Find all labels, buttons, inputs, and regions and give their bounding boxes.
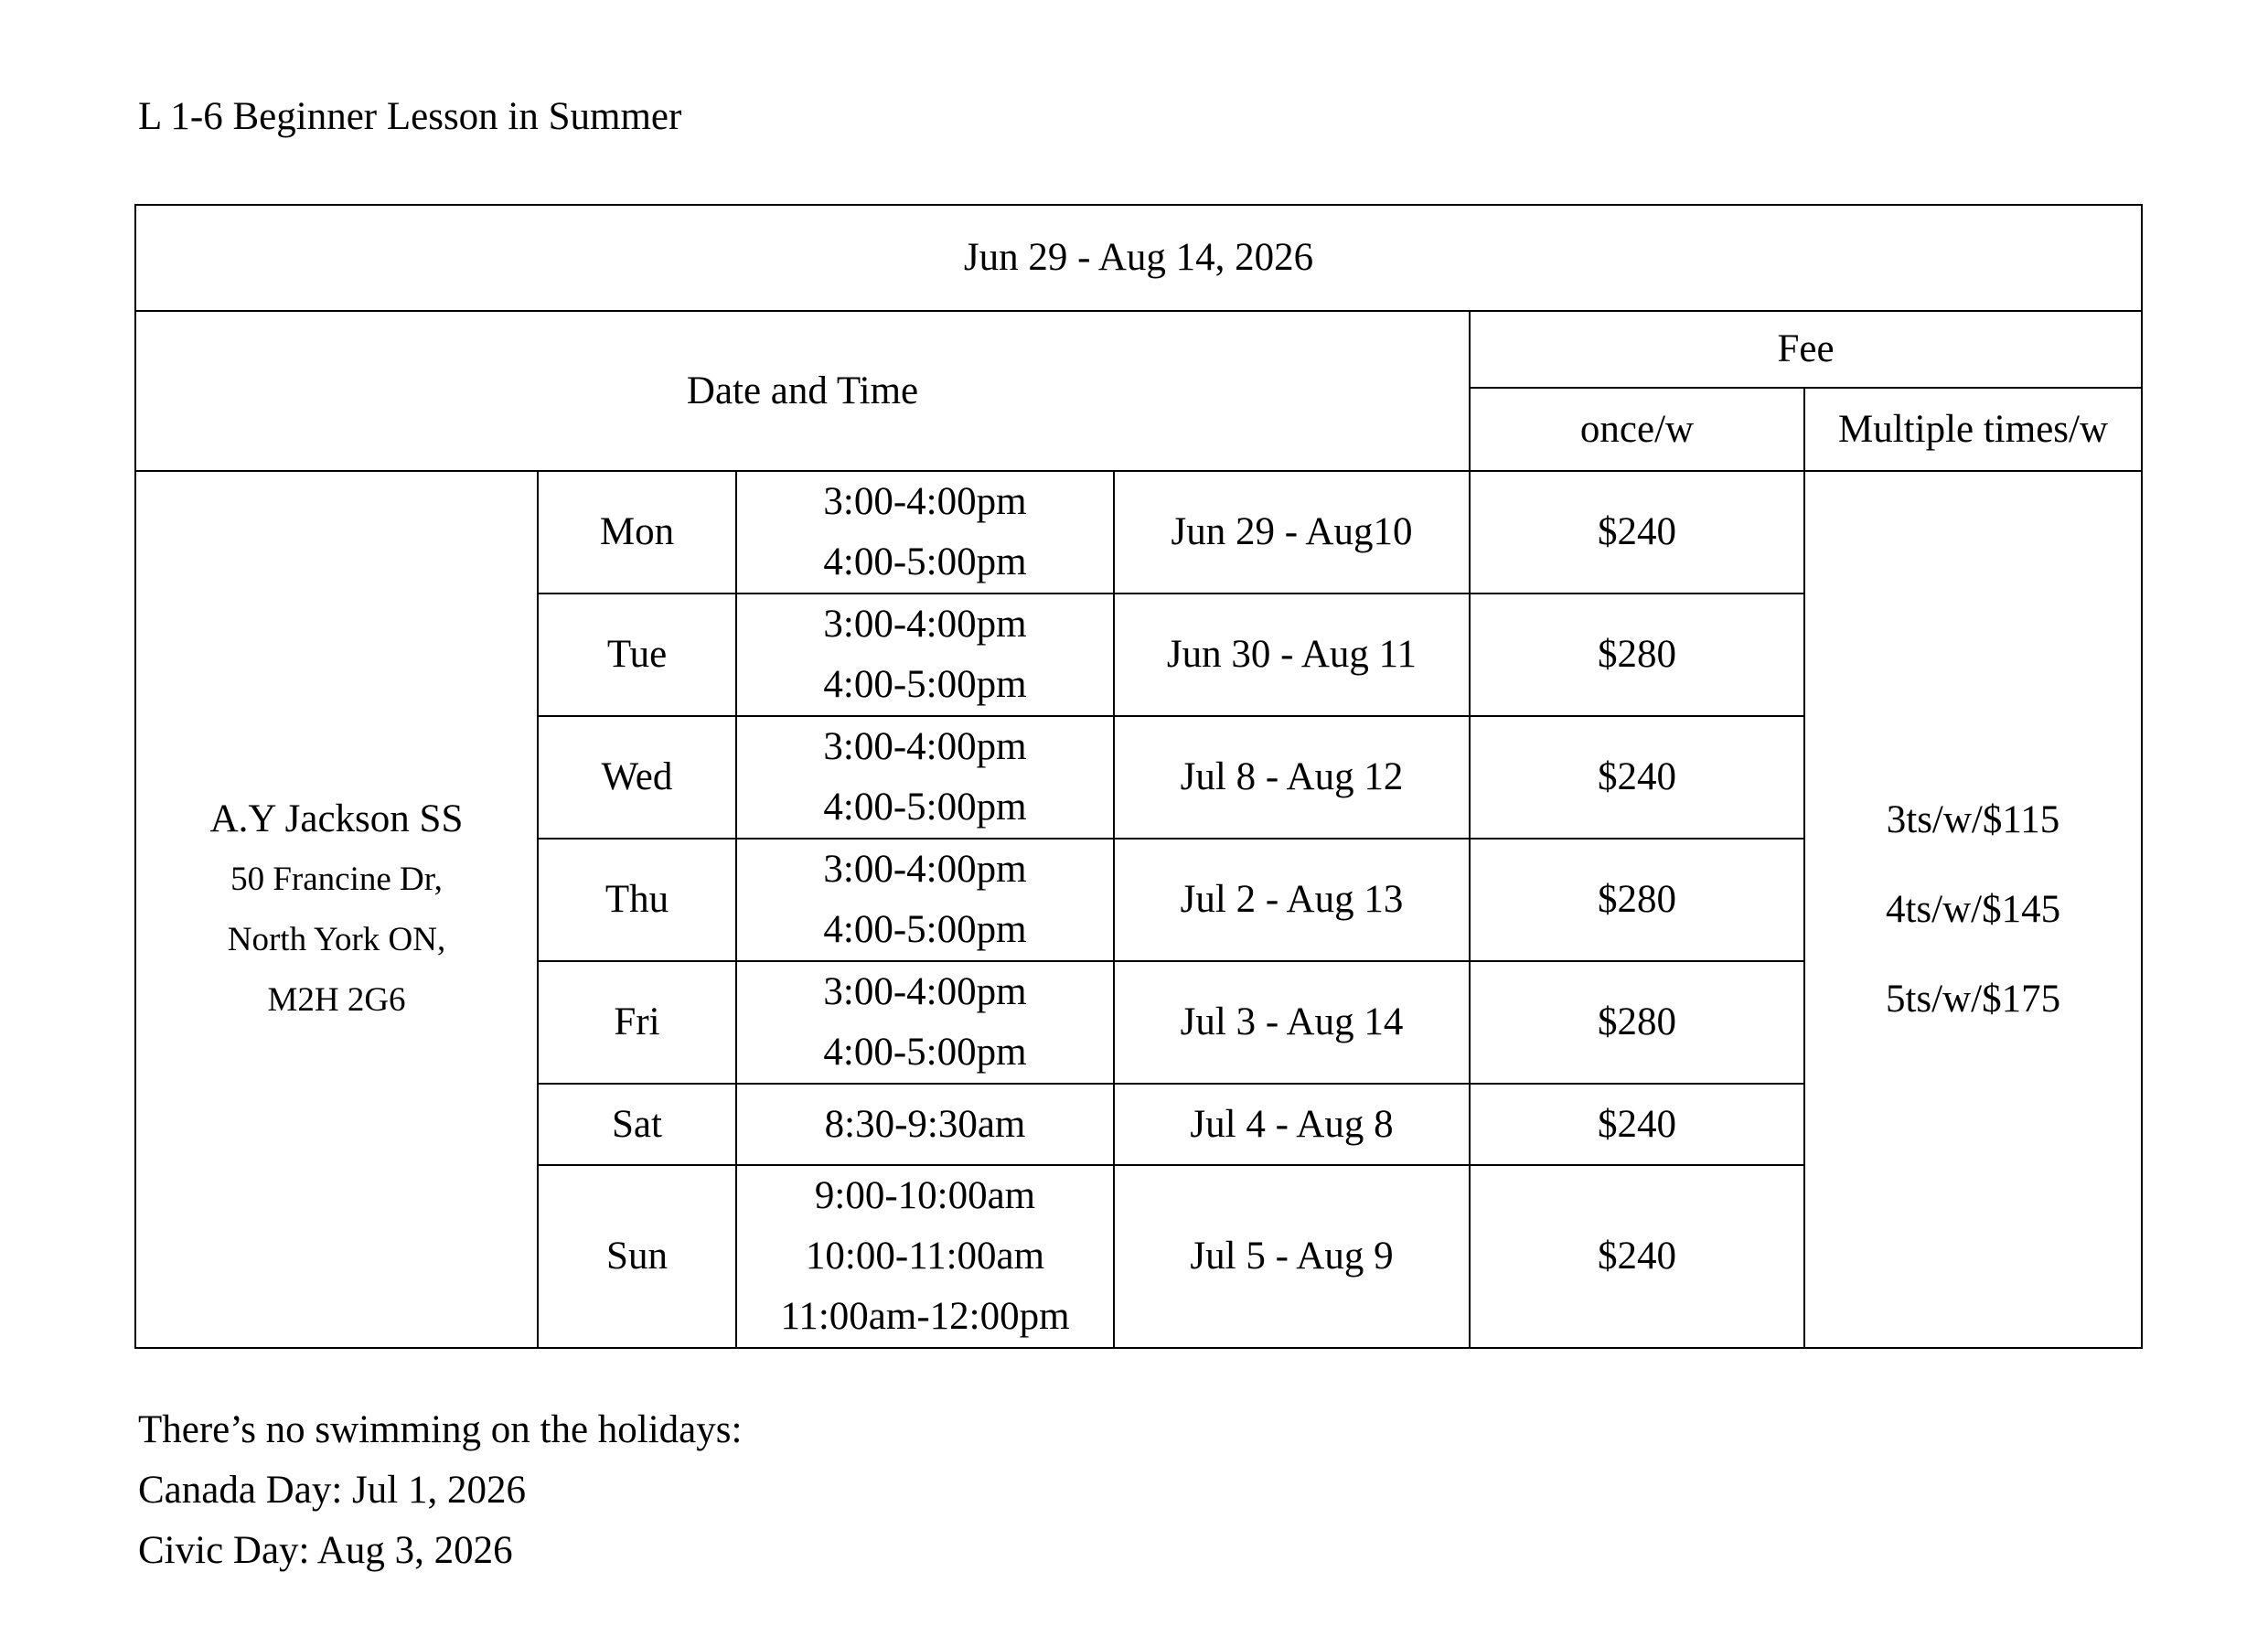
multiple-fee-cell (1804, 471, 2142, 1348)
table-row-date-range (135, 205, 2142, 311)
time-slot: 10:00-11:00am (805, 1235, 1045, 1278)
table-row-header (135, 311, 2142, 388)
date-range-cell: Jun 29 - Aug 14, 2026 (135, 205, 2142, 311)
period-cell: Jun 30 - Aug 11 (1114, 594, 1470, 716)
time-cell (736, 961, 1114, 1084)
time-slot: 4:00-5:00pm (823, 540, 1027, 583)
period-cell: Jul 8 - Aug 12 (1114, 716, 1470, 839)
fee-cell: $280 (1470, 961, 1804, 1084)
table-row (135, 471, 2142, 594)
day-cell: Sat (538, 1084, 736, 1165)
day-cell: Sun (538, 1165, 736, 1348)
day-cell: Mon (538, 471, 736, 594)
holiday-note-civic-day: Civic Day: Aug 3, 2026 (138, 1529, 513, 1572)
location-address-line: M2H 2G6 (267, 980, 406, 1019)
period-cell: Jul 4 - Aug 8 (1114, 1084, 1470, 1165)
lesson-schedule-table (134, 204, 2143, 1349)
fee-cell: $240 (1470, 716, 1804, 839)
period-cell: Jun 29 - Aug10 (1114, 471, 1470, 594)
time-cell (736, 1084, 1114, 1165)
document-title: L 1-6 Beginner Lesson in Summer (138, 95, 682, 138)
time-slot: 11:00am-12:00pm (780, 1295, 1070, 1338)
fee-header: Fee (1470, 311, 2142, 388)
time-slot: 3:00-4:00pm (823, 970, 1027, 1013)
location-name: A.Y Jackson SS (209, 797, 464, 840)
time-slot: 4:00-5:00pm (823, 1031, 1027, 1074)
location-address-line: 50 Francine Dr, (230, 860, 443, 898)
period-cell: Jul 2 - Aug 13 (1114, 839, 1470, 961)
multiple-fee-option: 3ts/w/$115 (1886, 797, 2060, 841)
day-cell: Wed (538, 716, 736, 839)
time-slot: 3:00-4:00pm (823, 480, 1027, 523)
time-slot: 8:30-9:30am (824, 1102, 1026, 1146)
holiday-note-intro: There’s no swimming on the holidays: (138, 1408, 743, 1451)
holiday-note-canada-day: Canada Day: Jul 1, 2026 (138, 1469, 526, 1512)
day-cell: Thu (538, 839, 736, 961)
location-cell (135, 471, 538, 1348)
day-cell: Tue (538, 594, 736, 716)
fee-cell: $280 (1470, 594, 1804, 716)
once-per-week-header: once/w (1470, 388, 1804, 471)
fee-cell: $240 (1470, 1084, 1804, 1165)
period-cell: Jul 5 - Aug 9 (1114, 1165, 1470, 1348)
time-slot: 9:00-10:00am (814, 1174, 1036, 1217)
time-slot: 3:00-4:00pm (823, 848, 1027, 891)
fee-cell: $240 (1470, 1165, 1804, 1348)
location-address-line: North York ON, (227, 920, 446, 958)
time-cell (736, 1165, 1114, 1348)
time-cell (736, 594, 1114, 716)
time-slot: 3:00-4:00pm (823, 603, 1027, 646)
time-slot: 4:00-5:00pm (823, 663, 1027, 706)
period-cell: Jul 3 - Aug 14 (1114, 961, 1470, 1084)
multiple-fee-option: 4ts/w/$145 (1885, 887, 2061, 931)
fee-cell: $240 (1470, 471, 1804, 594)
day-cell: Fri (538, 961, 736, 1084)
holiday-notes (138, 1400, 742, 1581)
multiple-times-header: Multiple times/w (1804, 388, 2142, 471)
time-cell (736, 716, 1114, 839)
time-cell (736, 471, 1114, 594)
fee-cell: $280 (1470, 839, 1804, 961)
time-slot: 4:00-5:00pm (823, 786, 1027, 829)
time-cell (736, 839, 1114, 961)
time-slot: 3:00-4:00pm (823, 725, 1027, 768)
date-time-header: Date and Time (135, 311, 1470, 471)
time-slot: 4:00-5:00pm (823, 908, 1027, 951)
multiple-fee-option: 5ts/w/$175 (1885, 977, 2061, 1021)
